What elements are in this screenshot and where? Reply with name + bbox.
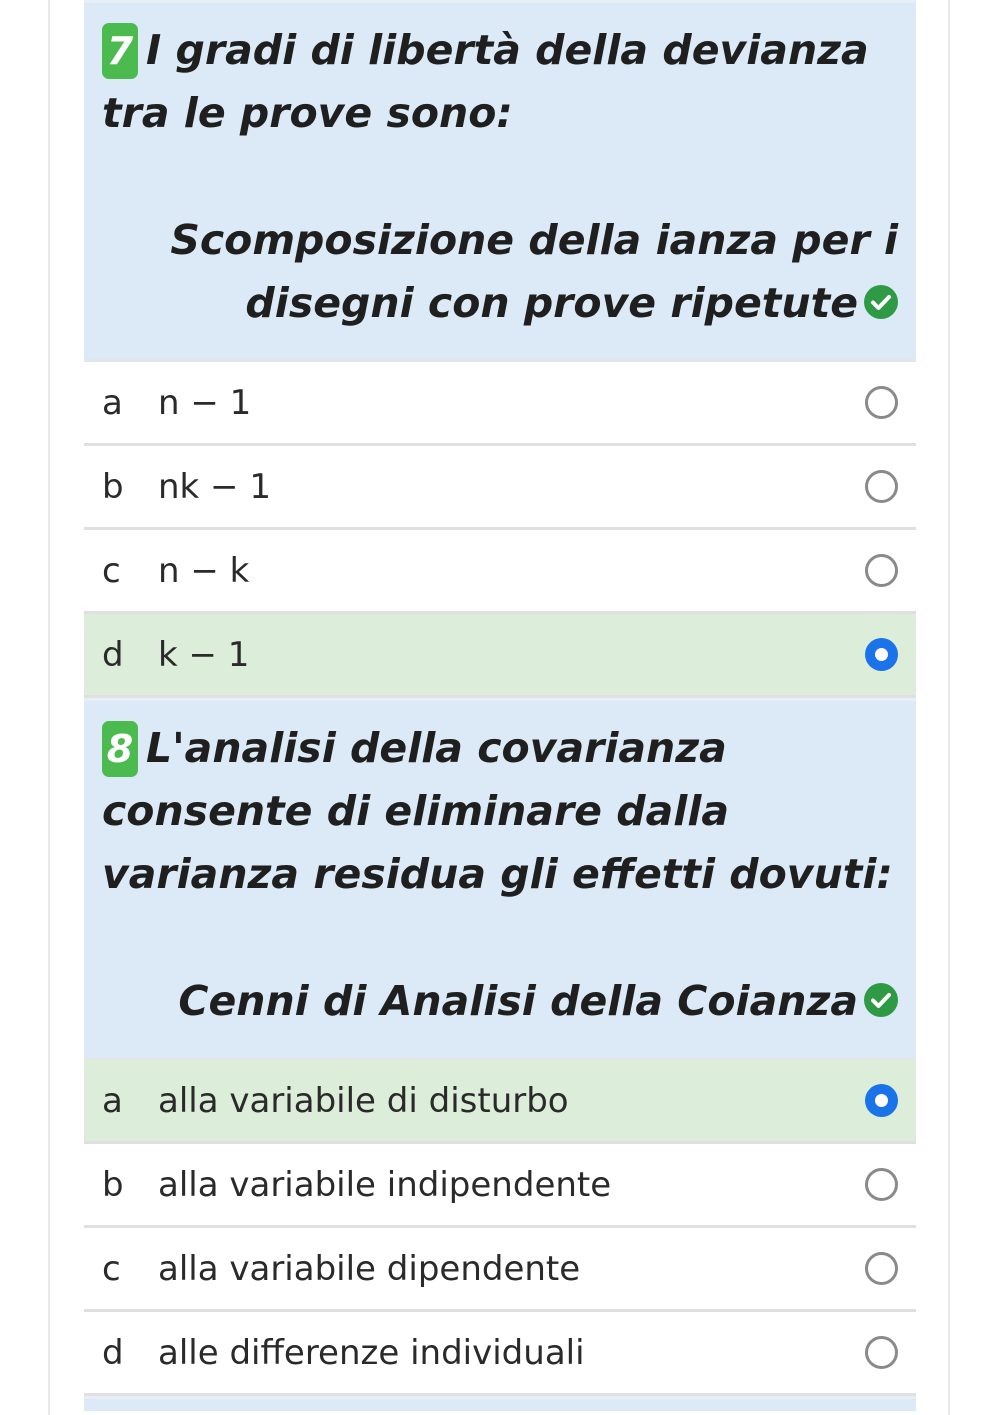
radio-unselected-icon[interactable] [865,1168,898,1201]
option-text: k − 1 [158,634,250,675]
radio-unselected-icon[interactable] [865,1336,898,1369]
option-text: n − 1 [158,382,252,423]
option-text: alle differenze individuali [158,1332,585,1373]
answer-option-c[interactable] [84,530,916,614]
radio-unselected-icon[interactable] [865,386,898,419]
option-text: alla variabile indipendente [158,1164,612,1205]
question-label: I gradi di libertà della devianza tra le prove sono: [102,26,869,137]
option-letter: d [102,634,124,675]
radio-unselected-icon[interactable] [865,554,898,587]
radio-selected-icon[interactable] [865,638,898,671]
question-source [102,209,898,335]
option-text: alla variabile di disturbo [158,1080,569,1121]
option-letter: c [102,550,121,591]
question-7 [84,0,916,362]
question-source-label: Scomposizione della ianza per i disegni con prove ripetute [170,216,898,327]
option-letter: c [102,1248,121,1289]
question-text [102,19,898,145]
question-label: L'analisi della covarianza consente di eliminare dalla varianza residua gli effetti dovuti: [102,724,893,898]
question-source [102,970,898,1033]
radio-selected-icon[interactable] [865,1084,898,1117]
answer-option-b[interactable] [84,446,916,530]
question-text [102,717,898,906]
answer-option-b[interactable] [84,1144,916,1228]
answer-option-c[interactable] [84,1228,916,1312]
next-question-edge [84,1396,916,1411]
option-text: nk − 1 [158,466,271,507]
check-circle-icon [864,285,898,319]
option-text: alla variabile dipendente [158,1248,581,1289]
option-letter: a [102,1080,123,1121]
question-number-badge: 8 [102,721,138,777]
option-letter: b [102,466,124,507]
radio-unselected-icon[interactable] [865,470,898,503]
quiz-content [84,0,916,1411]
question-source-label: Cenni di Analisi della Coianza [178,977,858,1025]
option-letter: d [102,1332,124,1373]
option-letter: a [102,382,123,423]
radio-unselected-icon[interactable] [865,1252,898,1285]
question-number-badge: 7 [102,23,138,79]
answer-option-d[interactable] [84,614,916,698]
answer-option-d[interactable] [84,1312,916,1396]
option-text: n − k [158,550,250,591]
answer-option-a[interactable] [84,362,916,446]
answer-option-a[interactable] [84,1060,916,1144]
option-letter: b [102,1164,124,1205]
check-circle-icon [864,983,898,1017]
question-8 [84,698,916,1060]
